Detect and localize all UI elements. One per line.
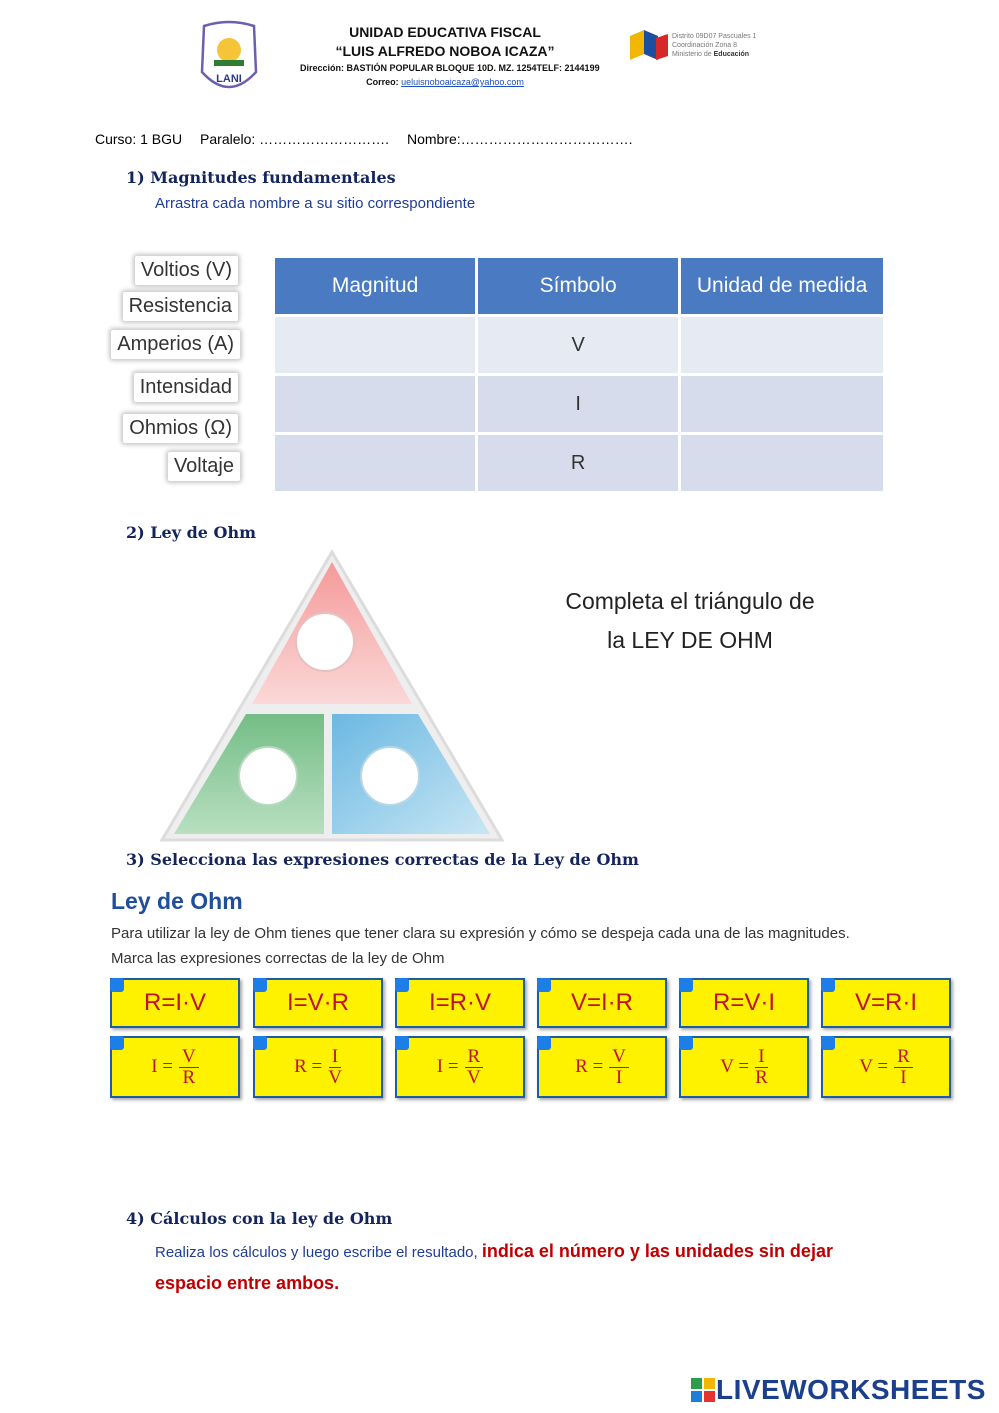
liveworksheets-icon [690, 1377, 716, 1403]
expression-option[interactable]: I=V·R [253, 978, 383, 1028]
ley-de-ohm-heading: Ley de Ohm [111, 888, 243, 914]
drop-zone-unidad[interactable] [680, 375, 883, 434]
school-name-line1: UNIDAD EDUCATIVA FISCAL [349, 24, 541, 40]
ohm-triangle-prompt [535, 582, 845, 660]
liveworksheets-logo [690, 1374, 986, 1406]
symbol-cell: R [477, 434, 680, 492]
ministry-name: Ministerio de Educación [672, 51, 750, 58]
description-line2: Marca las expresiones correctas de la ley de Ohm [111, 950, 445, 967]
drop-zone-magnitud[interactable] [275, 434, 477, 492]
table-row [275, 316, 883, 375]
symbol-cell: I [477, 375, 680, 434]
ohm-triangle [160, 548, 505, 844]
header-simbolo: Símbolo [477, 258, 680, 316]
school-name-block [300, 24, 600, 87]
section1-instruction: Arrastra cada nombre a su sitio correspondiente [155, 195, 476, 212]
drag-label-voltios[interactable]: Voltios (V) [135, 256, 238, 285]
email-link[interactable]: ueluisnoboaicaza@yahoo.com [401, 77, 524, 87]
checkbox-icon[interactable] [395, 978, 409, 992]
drag-label-resistencia[interactable]: Resistencia [123, 292, 238, 321]
header-magnitud: Magnitud [275, 258, 477, 316]
checkbox-icon[interactable] [679, 978, 693, 992]
ministry-text [672, 32, 756, 59]
expression-option[interactable]: V = $\frac{I}{R}$ [679, 1036, 809, 1098]
checkbox-icon[interactable] [537, 978, 551, 992]
checkbox-icon[interactable] [537, 1036, 551, 1050]
ley-de-ohm-description [111, 921, 850, 971]
section2-title: 2) Ley de Ohm [126, 523, 257, 542]
checkbox-icon[interactable] [110, 1036, 124, 1050]
checkbox-icon[interactable] [395, 1036, 409, 1050]
school-email-row [300, 77, 590, 87]
expression-option[interactable]: R = $\frac{V}{I}$ [537, 1036, 667, 1098]
drop-circle-right[interactable] [361, 747, 419, 805]
expression-option[interactable]: R = $\frac{I}{V}$ [253, 1036, 383, 1098]
nombre-field[interactable]: Nombre:………………………………. [406, 131, 633, 147]
drag-label-ohmios[interactable]: Ohmios (Ω) [123, 414, 238, 443]
paralelo-field[interactable]: Paralelo: ………………………. [200, 131, 390, 147]
drop-circle-left[interactable] [239, 747, 297, 805]
table-row [275, 375, 883, 434]
description-line1: Para utilizar la ley de Ohm tienes que tener clara su expresión y cómo se despeja cada una de las magnitudes. [111, 925, 850, 942]
instruction-emphasis: indica el número y las unidades sin dejar espacio entre ambos. [155, 1241, 833, 1293]
drop-zone-magnitud[interactable] [275, 316, 477, 375]
checkbox-icon[interactable] [821, 1036, 835, 1050]
expression-option[interactable]: I = $\frac{R}{V}$ [395, 1036, 525, 1098]
student-info-line [95, 131, 647, 147]
expression-option[interactable]: V=I·R [537, 978, 667, 1028]
magnitudes-table [275, 258, 883, 491]
ministry-zone: Coordinación Zona 8 [672, 42, 737, 49]
curso-text: Curso: 1 BGU [95, 131, 183, 147]
header-unidad: Unidad de medida [680, 258, 883, 316]
drag-label-intensidad[interactable]: Intensidad [134, 373, 238, 402]
school-logo [196, 20, 262, 100]
drop-zone-magnitud[interactable] [275, 375, 477, 434]
expression-option[interactable]: V=R·I [821, 978, 951, 1028]
expression-option[interactable]: V = $\frac{R}{I}$ [821, 1036, 951, 1098]
checkbox-icon[interactable] [253, 978, 267, 992]
svg-text:LANI: LANI [216, 73, 242, 85]
prompt-line2: la LEY DE OHM [607, 627, 773, 653]
section4-instruction [155, 1236, 875, 1300]
ministry-district: Distrito 09D07 Pascuales 1 [672, 33, 757, 40]
checkbox-icon[interactable] [253, 1036, 267, 1050]
drag-label-amperios[interactable]: Amperios (A) [111, 330, 240, 359]
expression-option[interactable]: R=I·V [110, 978, 240, 1028]
prompt-line1: Completa el triángulo de [565, 588, 815, 614]
liveworksheets-wordmark: LIVEWORKSHEETS [716, 1374, 986, 1405]
instruction-text: Realiza los cálculos y luego escribe el resultado, [155, 1244, 478, 1261]
email-label: Correo: [366, 77, 399, 87]
section4-title: 4) Cálculos con la ley de Ohm [126, 1209, 393, 1228]
expression-option[interactable]: I=R·V [395, 978, 525, 1028]
table-row [275, 434, 883, 492]
section1-title: 1) Magnitudes fundamentales [126, 168, 396, 187]
ministry-flag-logo [628, 28, 670, 66]
school-name-line2: “LUIS ALFREDO NOBOA ICAZA” [335, 43, 555, 59]
school-address: Dirección: BASTIÓN POPULAR BLOQUE 10D. MZ. 1254TELF: 2144199 [300, 63, 600, 73]
expression-option[interactable]: R=V·I [679, 978, 809, 1028]
checkbox-icon[interactable] [679, 1036, 693, 1050]
drop-zone-unidad[interactable] [680, 434, 883, 492]
drag-label-voltaje[interactable]: Voltaje [168, 452, 240, 481]
checkbox-icon[interactable] [821, 978, 835, 992]
table-header-row [275, 258, 883, 316]
section3-title: 3) Selecciona las expresiones correctas de la Ley de Ohm [126, 850, 639, 869]
drop-circle-top[interactable] [296, 613, 354, 671]
expression-option[interactable]: I = $\frac{V}{R}$ [110, 1036, 240, 1098]
checkbox-icon[interactable] [110, 978, 124, 992]
drop-zone-unidad[interactable] [680, 316, 883, 375]
symbol-cell: V [477, 316, 680, 375]
